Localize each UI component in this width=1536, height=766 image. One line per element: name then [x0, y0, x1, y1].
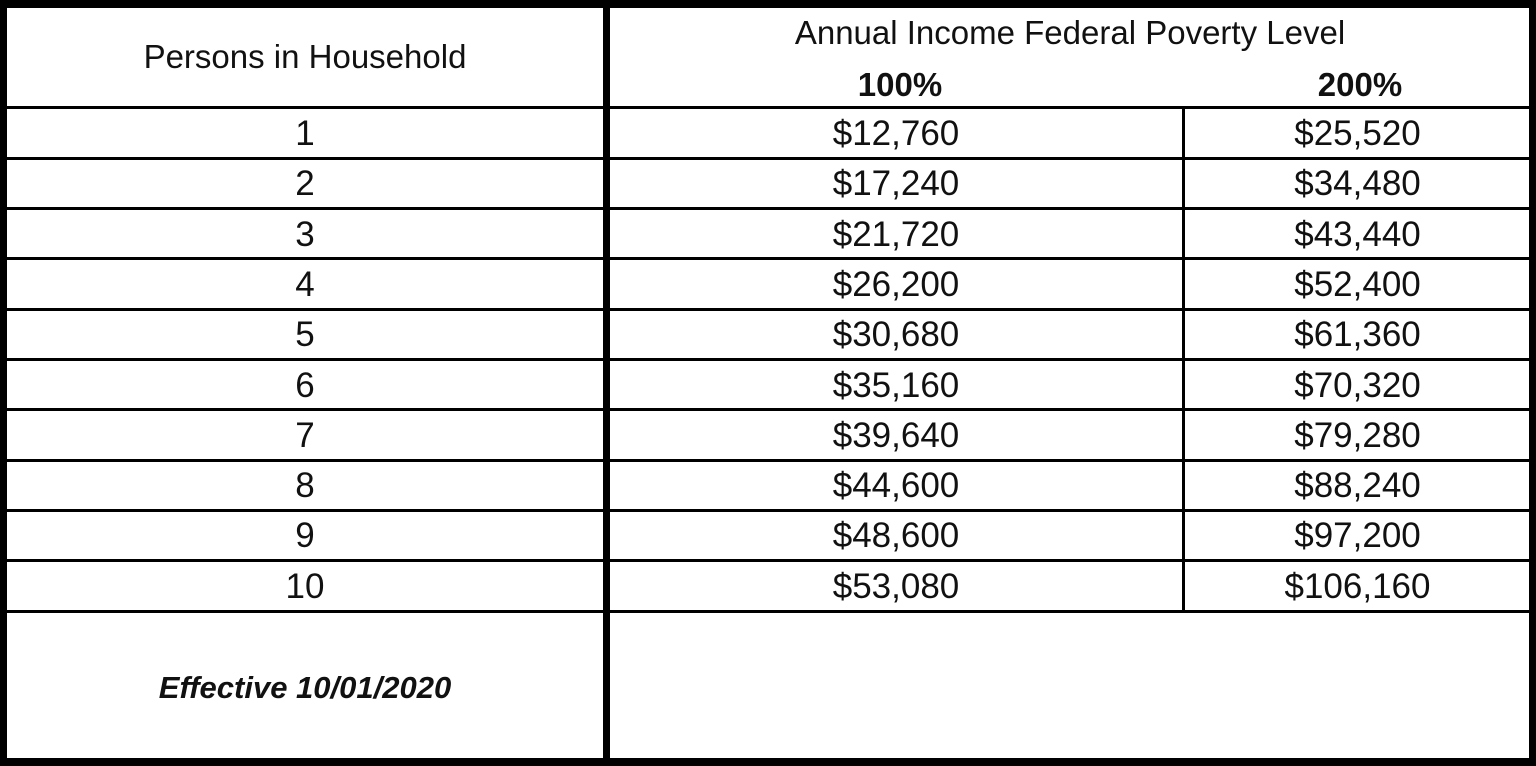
persons-cell: 2 [295, 164, 315, 204]
persons-cell: 7 [295, 415, 315, 455]
row-divider [0, 157, 1536, 160]
col-200-header: 200% [1317, 66, 1403, 103]
row-divider [0, 408, 1536, 411]
pct200-cell: $25,520 [1294, 114, 1421, 153]
col-100-header: 100% [857, 66, 943, 103]
header-divider [0, 106, 1536, 109]
effective-date: Effective 10/01/2020 [158, 670, 452, 705]
row-divider [0, 459, 1536, 462]
persons-cell: 3 [295, 214, 315, 254]
row-divider [0, 509, 1536, 512]
pct200-cell: $79,280 [1294, 415, 1421, 455]
persons-cell: 9 [295, 516, 315, 556]
row-divider [0, 559, 1536, 562]
row-divider [0, 308, 1536, 311]
row-divider [0, 610, 1536, 613]
pct200-cell: $97,200 [1294, 516, 1421, 556]
persons-cell: 4 [295, 264, 315, 304]
persons-cell: 6 [295, 365, 315, 405]
persons-cell: 5 [295, 315, 315, 355]
pct100-cell: $26,200 [832, 264, 960, 304]
pct200-cell: $43,440 [1294, 214, 1421, 254]
pct100-cell: $35,160 [832, 365, 960, 405]
persons-cell: 8 [295, 466, 315, 506]
row-divider [0, 257, 1536, 260]
pct200-cell: $61,360 [1294, 315, 1421, 355]
row-divider [0, 358, 1536, 361]
income-header: Annual Income Federal Poverty Level [794, 14, 1346, 51]
pct100-cell: $39,640 [832, 415, 960, 455]
persons-header: Persons in Household [143, 38, 467, 75]
pct200-cell: $70,320 [1294, 365, 1421, 405]
pct200-cell: $88,240 [1294, 466, 1421, 506]
column-divider [603, 0, 610, 766]
pct100-cell: $48,600 [832, 516, 960, 556]
pct200-cell: $106,160 [1284, 566, 1431, 606]
pct100-cell: $30,680 [832, 315, 960, 355]
pct100-cell: $21,720 [832, 214, 960, 254]
pct100-cell: $53,080 [832, 566, 960, 606]
persons-cell: 1 [295, 114, 315, 153]
pct100-cell: $44,600 [832, 466, 960, 506]
persons-cell: 10 [285, 566, 325, 606]
pct100-cell: $12,760 [832, 114, 960, 153]
row-divider [0, 207, 1536, 210]
pct200-cell: $52,400 [1294, 264, 1421, 304]
pct200-cell: $34,480 [1294, 164, 1421, 204]
pct100-cell: $17,240 [832, 164, 960, 204]
